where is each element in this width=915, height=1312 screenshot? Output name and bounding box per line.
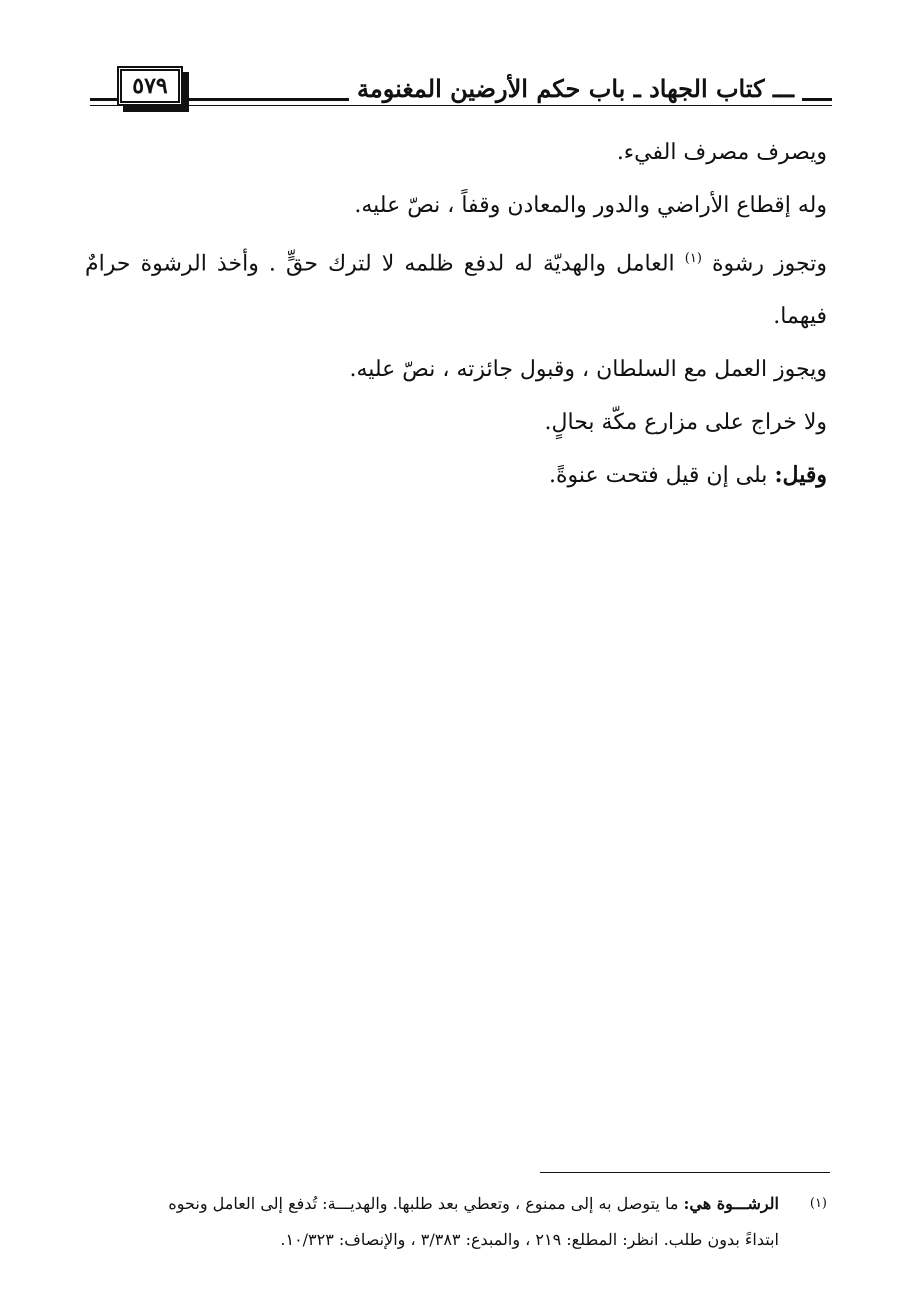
bribery-paragraph [85, 232, 827, 343]
footnote-term: الرشـــوة هي: [683, 1194, 779, 1213]
main-text [85, 126, 827, 502]
text-segment: وتجوز رشوة [712, 251, 827, 277]
footnote [85, 1186, 827, 1258]
footnote-line [85, 1186, 779, 1222]
text-segment: بلى إن قيل فتحت عنوةً. [549, 463, 768, 489]
footnote-marker: (١) [809, 1196, 827, 1211]
bold-lead: وقيل: [774, 462, 827, 489]
footnote-separator [540, 1172, 830, 1173]
header-rule-thin [90, 105, 832, 106]
text-line [85, 449, 827, 502]
page-number: ٥٧٩ [117, 66, 183, 106]
footnote-reference[interactable]: (١) [684, 251, 702, 266]
text-line: وله إقطاع الأراضي والدور والمعادن وقفاً ، نصّ عليه. [354, 193, 827, 218]
footnote-line: ابتداءً بدون طلب. انظر: المطلع: ٢١٩ ، والمبدع: ٣/٣٨٣ ، والإنصاف: ١٠/٣٢٣. [280, 1230, 779, 1249]
chapter-title: ـــ كتاب الجهاد ـ باب حكم الأرضين المغنومة [349, 74, 802, 103]
text-line: ولا خراج على مزارع مكّة بحالٍ. [544, 410, 827, 436]
text-line: ويجوز العمل مع السلطان ، وقبول جائزته ، نصّ عليه. [349, 357, 827, 383]
text-line: ويصرف مصرف الفيء. [616, 140, 827, 165]
footnote-body [85, 1186, 779, 1258]
footnote-text: ما يتوصل به إلى ممنوع ، وتعطي بعد طلبها. والهديـــة: تُدفع إلى العامل ونحوه [168, 1194, 679, 1213]
running-header [90, 60, 832, 120]
text-segment: العامل والهديّة له لدفع ظلمه لا لترك حقٍّ . وأخذ الرشوة حرامٌ فيهما. [85, 251, 827, 330]
